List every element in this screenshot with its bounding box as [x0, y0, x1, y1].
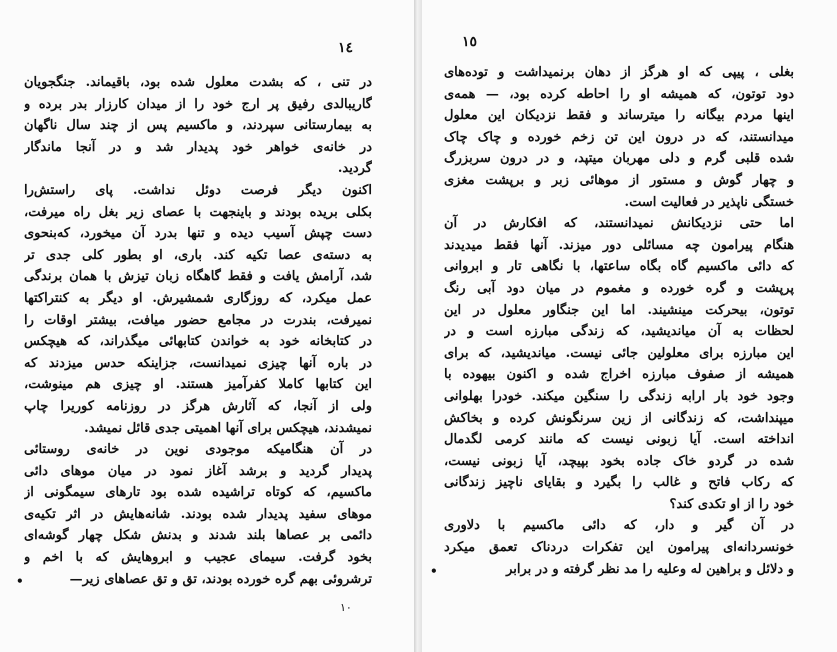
text-line: شد، آرامش یافت و فقط گاهگاه زبان تیزش با همان برندگی [24, 269, 372, 285]
text-line: و دلائل و براهین له وعلیه را مد نظر گرفته و در برابر [506, 561, 794, 577]
text-line: خونسردانه‌ای پیرامون این تفکرات دردناک تعمق میکرد [444, 540, 794, 556]
paragraph [444, 213, 794, 515]
text-line: موهای سفید پدیدار شده بودند. شانه‌هایش در اثر تکیه‌ی [24, 506, 372, 522]
text-line: ماکسیم، که کوتاه تراشیده شده بود تارهای سیمگونی از [24, 485, 372, 501]
text-line: خود را از او تکدی کند؟ [669, 496, 794, 512]
text-line: اکنون دیگر فرصت دوئل نداشت. پای راستش‌را [24, 182, 372, 198]
text-line: در خانه‌ی خواهر خود پدیدار شد و در آنجا ماندگار [24, 139, 372, 155]
left-page [0, 0, 414, 652]
text-line: دست چپش آسیب دیده و تنها بدرد آن میخورد، که‌بنحوی [24, 226, 372, 242]
text-line: پدیدار گردید و برشد آغاز نمود در میان موهای دائی [24, 463, 372, 479]
text-line: بکلی بریده بودند و باینجهت با عصای زیر بغل راه میرفت، [24, 204, 372, 220]
text-line: در تنی ، که بشدت معلول شده بود، باقیماند. جنگجویان [24, 75, 372, 90]
right-margin-bullet: • [430, 564, 438, 578]
text-line: انداخته است. آیا زبونی نیست که مانند کرمی لگدمال [444, 432, 794, 448]
text-line: شده در گردو خاک جاده بخود بپیچد، آیا زبونی نیست، [444, 453, 794, 469]
paragraph [444, 62, 794, 213]
text-line: ولی از آنجا، که آثارش هرگز در روزنامه کوریرا چاپ [24, 398, 372, 414]
text-line: دائمی بر عصاها بلند شدند و بدنش شکل چهار گوشه‌ای [24, 528, 372, 544]
text-line: همیشه از صفوف مبارزه اخراج شده و اکنون بیهوده با [444, 367, 794, 383]
text-line: اما حتی نزدیکانش نمیدانستند، که افکارش در آن [444, 216, 794, 232]
paragraph [24, 180, 372, 439]
right-text-block [444, 62, 794, 580]
text-line: نمیشدند، هیچکس برای آنها اهمیتی جدی قائل نمیشد. [84, 420, 372, 436]
book-gutter [414, 0, 422, 652]
text-line: میدانستند، که در درون این تن زخم خورده و چاک چاک [444, 129, 794, 145]
text-line: عمل میکرد، که روزگاری شمشیرش. او دیگر به کنتراکتها [24, 290, 372, 306]
text-line: در آن هنگامیکه موجودی نوین در خانه‌ی روستائی [24, 442, 372, 458]
text-line: لحظات به آن میاندیشید، که زندگی مبارزه است و در [444, 324, 794, 340]
text-line: توتون، بیحرکت مینشیند. اما این جنگاور معلول در این [444, 302, 794, 318]
text-line: که دائی ماکسیم گاه بگاه ساعتها، با نگاهی تار و ابروانی [444, 259, 794, 275]
text-line: به بیمارستانی سپردند، و ماکسیم پس از چند سال ناگهان [24, 118, 372, 134]
text-line: دود توتون، که همیشه او را احاطه کرده بود، — همه‌ی [444, 86, 794, 102]
text-line: که رکاب فاتح و غالب را بگیرد و بقایای ناچیز زندگانی [444, 475, 794, 491]
left-margin-bullet: • [16, 574, 24, 588]
folio-mark: ١٠ [340, 601, 352, 614]
text-line: خستگی ناپذیر در فعالیت است. [624, 194, 794, 210]
text-line: در آن گیر و دار، که دائی ماکسیم با دلاوری [444, 518, 794, 534]
text-line: وجود خود بار ارابه زندگی را سنگین میکند. خودرا بهلوانی [444, 388, 794, 404]
text-line: در کتابخانه خود به خواندن کتابهائی میگذراند، که هیچکس [24, 334, 372, 350]
text-line: اینها مردم بیگانه را میترساند و فقط نزدیکان این معلول [444, 108, 794, 124]
text-line: در باره آنها چیزی نمیدانست، جزاینکه حدس میزدند که [24, 355, 372, 371]
text-line: پرپشت و گره خورده و مغموم در میان دود آبی رنگ [444, 280, 794, 296]
text-line: بغلی ، پیپی که او هرگز از دهان برنمیداشت و توده‌های [444, 65, 794, 80]
text-line: و چهار گوش و مستور از موهائی زبر و برپشت مغزی [444, 172, 794, 188]
paragraph [444, 515, 794, 580]
text-line: هنگام پیرامون چه مسائلی دور میزند. آنها فقط میدیدند [444, 237, 794, 253]
text-line: گاریبالدی رفیق پر ارج خود را از میدان کارزار بدر برده و [24, 96, 372, 112]
left-text-block [24, 72, 372, 590]
right-page [422, 0, 837, 652]
page-number-left: ١٤ [338, 40, 354, 56]
text-line: نمیرفت، بندرت در مجامع حضور میافت، بیشتر اوقات را [24, 312, 372, 328]
text-line: بخود گرفت. سیمای عجیب و ابروهایش که با اخم و [24, 550, 372, 566]
page-number-right: ١٥ [462, 34, 478, 50]
text-line: گردید. [337, 161, 372, 177]
text-line: میپنداشت، که زندگانی از زین سرنگونش کرده و بخاکش [444, 410, 794, 426]
paragraph [24, 439, 372, 590]
paragraph [24, 72, 372, 180]
text-line: به دسته‌ی عصا تکیه کند. باری، او بطور کلی جدی تر [24, 247, 372, 263]
text-line: شده قلبی گرم و دلی مهربان میتپد، و در درون سربزرگ [444, 151, 794, 167]
text-line: این کتابها کاملا کفرآمیز هستند. او چیزی هم مینوشت، [24, 377, 372, 393]
text-line: این مبارزه برای معلولین جائی نیست. میاندیشید، که برای [444, 345, 794, 361]
text-line: ترشروئی بهم گره خورده بودند، تق و تق عصاهای زیر— [69, 571, 372, 587]
